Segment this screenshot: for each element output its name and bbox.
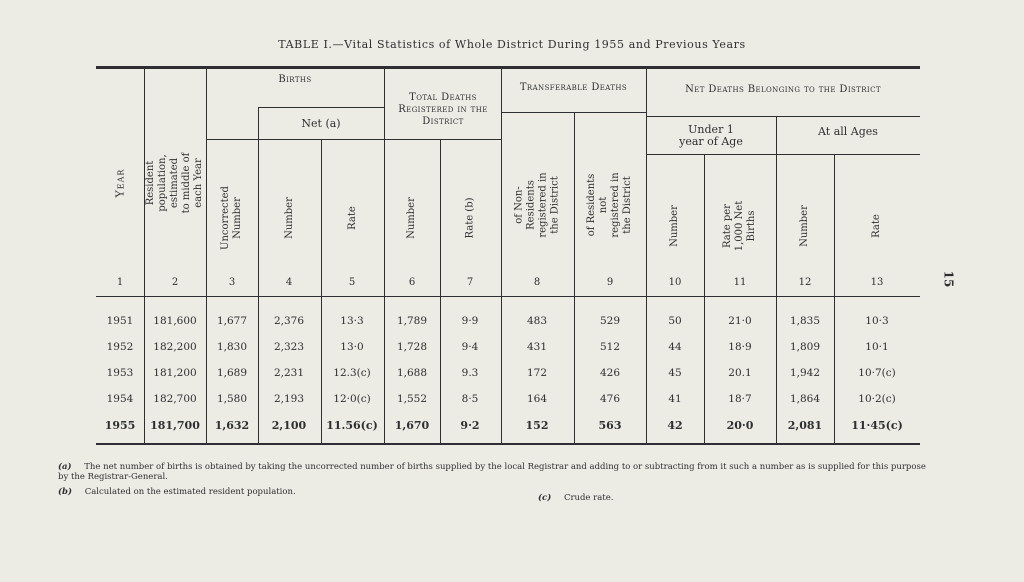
column-number: 10 xyxy=(668,277,682,288)
births-header: Births xyxy=(278,74,312,85)
allages-number-cell: 2,081 xyxy=(787,419,823,432)
deaths-number-header: Number xyxy=(406,197,417,239)
top-rule xyxy=(96,66,920,69)
all-ages-header: At all Ages xyxy=(818,125,878,138)
uncorrected-cell: 1,689 xyxy=(216,367,248,379)
residents-not-cell: 563 xyxy=(598,419,622,432)
column-number: 9 xyxy=(606,277,614,288)
column-number: 13 xyxy=(870,277,884,288)
population-cell: 181,600 xyxy=(153,315,197,327)
net-rule xyxy=(258,107,384,108)
non-residents-cell: 483 xyxy=(526,315,548,327)
column-number: 12 xyxy=(798,277,812,288)
column-number: 2 xyxy=(171,277,179,288)
birth-rate-cell: 11.56(c) xyxy=(326,419,378,432)
deaths-rate-cell: 9.3 xyxy=(461,367,479,379)
deaths-rate-cell: 8·5 xyxy=(461,393,479,405)
uncorrected-header-cell xyxy=(206,140,258,296)
population-cell: 181,700 xyxy=(150,419,200,432)
birth-number-header-cell xyxy=(258,140,321,296)
column-number: 1 xyxy=(116,277,124,288)
column-number: 8 xyxy=(533,277,541,288)
column-number: 5 xyxy=(348,277,356,288)
allages-number-cell: 1,942 xyxy=(789,367,821,379)
transferable-header: Transferable Deaths xyxy=(519,82,628,93)
footnote-a-mark: (a) xyxy=(58,462,72,472)
birth-rate-header: Rate xyxy=(346,206,358,230)
year-cell: 1953 xyxy=(106,367,134,379)
year-cell: 1951 xyxy=(106,315,134,327)
deaths-number-cell: 1,552 xyxy=(396,393,428,405)
birth-rate-cell: 13·0 xyxy=(340,341,364,353)
non-residents-cell: 164 xyxy=(526,393,548,405)
year-cell: 1952 xyxy=(106,341,134,353)
footnote-c-mark: (c) xyxy=(538,493,552,503)
deaths-number-cell: 1,789 xyxy=(396,315,428,327)
bottom-rule xyxy=(96,443,920,445)
uncorrected-cell: 1,632 xyxy=(214,419,250,432)
deaths-rate-cell: 9·2 xyxy=(460,419,480,432)
allages-rate-header-cell xyxy=(834,155,920,296)
footnote-a-text: The net number of births is obtained by taking the uncorrected number of births supplied by the local Registrar and adding to or subtracting from it such a number as is supplied for this purpose by the Registrar-General. xyxy=(58,462,926,482)
footnote-c xyxy=(538,493,738,503)
population-header-cell xyxy=(144,69,206,296)
allages-rate-header: Rate xyxy=(870,213,882,238)
birth-rate-cell: 12·0(c) xyxy=(333,393,371,405)
column-number: 6 xyxy=(408,277,416,288)
allages-number-header-cell xyxy=(776,155,834,296)
deaths-number-header-cell xyxy=(384,140,440,296)
under1-rate-cell: 20·0 xyxy=(726,419,754,432)
deaths-number-cell: 1,670 xyxy=(394,419,430,432)
allages-rate-cell: 10·2(c) xyxy=(858,393,896,405)
allages-number-cell: 1,835 xyxy=(789,315,821,327)
uncorrected-cell: 1,580 xyxy=(216,393,248,405)
birth-number-cell: 2,100 xyxy=(271,419,307,432)
year-cell: 1955 xyxy=(104,419,136,432)
non-residents-header: of Non-Residents registered in the District xyxy=(513,171,561,238)
uncorrected-cell: 1,677 xyxy=(216,315,248,327)
non-residents-cell: 152 xyxy=(525,419,549,432)
year-header: Year xyxy=(113,168,126,197)
allages-number-cell: 1,809 xyxy=(789,341,821,353)
footnote-a xyxy=(58,462,928,482)
population-cell: 182,200 xyxy=(153,341,197,353)
deaths-rate-cell: 9·4 xyxy=(461,341,479,353)
allages-rate-cell: 10·1 xyxy=(865,341,889,353)
colnum-rule xyxy=(96,296,920,297)
footnote-b-text: Calculated on the estimated resident population. xyxy=(84,487,296,497)
column-number: 11 xyxy=(733,277,747,288)
non-residents-cell: 172 xyxy=(526,367,548,379)
allages-number-cell: 1,864 xyxy=(789,393,821,405)
allages-rate-cell: 11·45(c) xyxy=(851,419,903,432)
birth-rate-cell: 13·3 xyxy=(340,315,364,327)
residents-not-header: of Residents not registered in the District xyxy=(586,171,633,238)
population-header: Resident population, estimated to middle of each Year xyxy=(145,152,204,213)
birth-number-cell: 2,323 xyxy=(273,341,305,353)
under1-number-cell: 42 xyxy=(667,419,683,432)
year-header-cell xyxy=(96,69,144,296)
under1-rate-cell: 20.1 xyxy=(728,367,752,379)
column-number: 4 xyxy=(285,277,293,288)
under1-number-cell: 50 xyxy=(668,315,682,327)
residents-not-cell: 426 xyxy=(599,367,621,379)
under1-number-cell: 45 xyxy=(668,367,682,379)
deaths-number-cell: 1,688 xyxy=(396,367,428,379)
footnote-b xyxy=(58,487,518,497)
under1-rate-cell: 18·7 xyxy=(728,393,752,405)
column-number: 3 xyxy=(228,277,236,288)
year-cell: 1954 xyxy=(106,393,134,405)
population-cell: 182,700 xyxy=(153,393,197,405)
deaths-rate-header-cell xyxy=(440,140,501,296)
vital-statistics-table xyxy=(96,66,920,445)
residents-not-header-cell xyxy=(574,113,646,296)
non-residents-header-cell xyxy=(501,113,574,296)
residents-not-cell: 529 xyxy=(599,315,621,327)
birth-number-cell: 2,193 xyxy=(273,393,305,405)
deaths-number-cell: 1,728 xyxy=(396,341,428,353)
under1-number-cell: 44 xyxy=(668,341,682,353)
net-header: Net (a) xyxy=(301,117,341,130)
under1-rate-cell: 18·9 xyxy=(728,341,752,353)
under1-rate-header-cell xyxy=(704,155,776,296)
total-deaths-header: Total Deaths Registered in the District xyxy=(398,92,488,127)
uncorrected-header: Uncorrected Number xyxy=(220,186,243,250)
deaths-rate-cell: 9·9 xyxy=(461,315,479,327)
residents-not-cell: 476 xyxy=(599,393,621,405)
allages-rate-cell: 10·7(c) xyxy=(858,367,896,379)
allages-number-header: Number xyxy=(799,204,810,247)
under1-header: Under 1 year of Age xyxy=(679,123,743,148)
netdeaths-rule xyxy=(646,116,920,117)
under1-rate-header: Rate per 1,000 Net Births xyxy=(722,200,757,251)
residents-not-cell: 512 xyxy=(599,341,621,353)
under1-number-cell: 41 xyxy=(668,393,682,405)
table-title: TABLE I.—Vital Statistics of Whole District During 1955 and Previous Years xyxy=(278,38,746,51)
birth-rate-header-cell xyxy=(321,140,384,296)
under1-number-header-cell xyxy=(646,155,704,296)
population-cell: 181,200 xyxy=(153,367,197,379)
non-residents-cell: 431 xyxy=(526,341,548,353)
birth-number-header: Number xyxy=(283,197,295,239)
footnote-b-mark: (b) xyxy=(58,487,72,497)
under1-number-header: Number xyxy=(669,204,680,247)
birth-rate-cell: 12.3(c) xyxy=(333,367,371,379)
column-number: 7 xyxy=(466,277,474,288)
birth-number-cell: 2,376 xyxy=(273,315,305,327)
footnote-c-text: Crude rate. xyxy=(563,493,614,503)
uncorrected-cell: 1,830 xyxy=(216,341,248,353)
deaths-rate-header: Rate (b) xyxy=(464,197,476,239)
net-deaths-header: Net Deaths Belonging to the District xyxy=(685,84,881,95)
allages-rate-cell: 10·3 xyxy=(865,315,889,327)
birth-number-cell: 2,231 xyxy=(273,367,305,379)
under1-rate-cell: 21·0 xyxy=(728,315,752,327)
page-number: 15 xyxy=(941,270,956,288)
